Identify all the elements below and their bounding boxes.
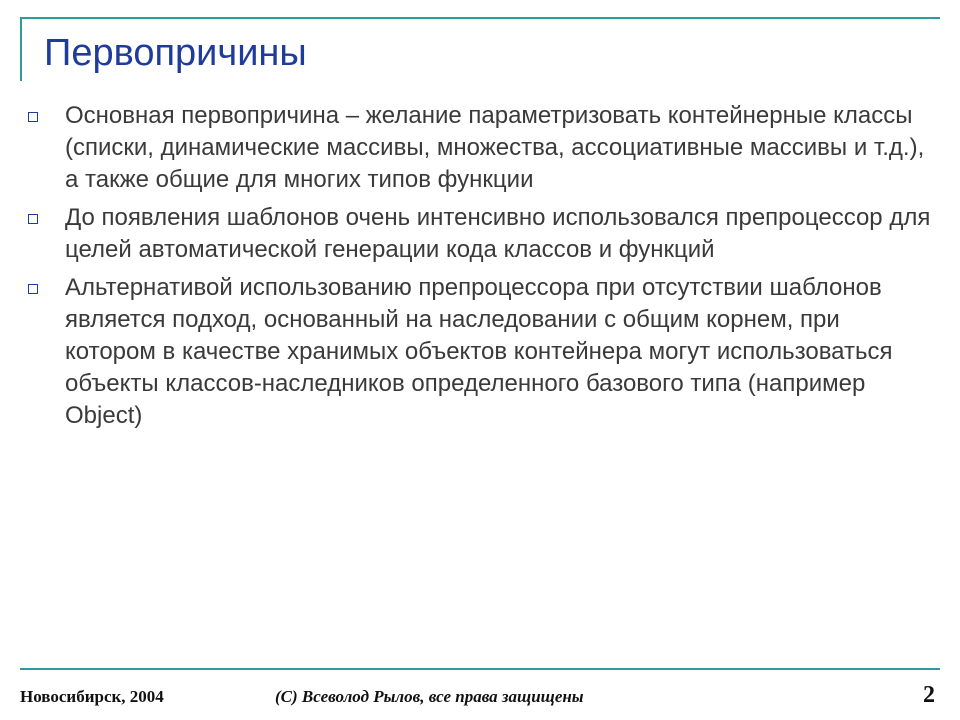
square-bullet-icon xyxy=(28,112,38,122)
footer-copyright: (C) Всеволод Рылов, все права защищены xyxy=(275,687,584,706)
bullet-text-1: Основная первопричина – желание параметризовать контейнерные классы (списки, динамические массивы, множества, ассоциативные массивы и т.д.), а также общие для многих типов функции xyxy=(65,102,925,193)
bullet-item-3 xyxy=(28,272,933,432)
footer-city-year: Новосибирск, 2004 xyxy=(20,687,164,706)
bottom-accent-line xyxy=(20,668,940,670)
page-number: 2 xyxy=(923,682,935,708)
slide-title: Первопричины xyxy=(44,32,307,74)
bullet-list xyxy=(28,100,933,438)
bullet-text-3: Альтернативой использованию препроцессора при отсутствии шаблонов является подход, основанный на наследовании с общим корнем, при котором в качестве хранимых объектов контейнера могут использоваться объекты классов-наследников определенного базового типа (например Object) xyxy=(65,274,893,429)
top-accent-line xyxy=(20,17,940,19)
square-bullet-icon xyxy=(28,214,38,224)
bullet-item-1 xyxy=(28,100,933,196)
left-accent-line xyxy=(20,17,22,81)
square-bullet-icon xyxy=(28,284,38,294)
bullet-text-2: До появления шаблонов очень интенсивно использовался препроцессор для целей автоматической генерации кода классов и функций xyxy=(65,204,931,263)
bullet-item-2 xyxy=(28,202,933,266)
